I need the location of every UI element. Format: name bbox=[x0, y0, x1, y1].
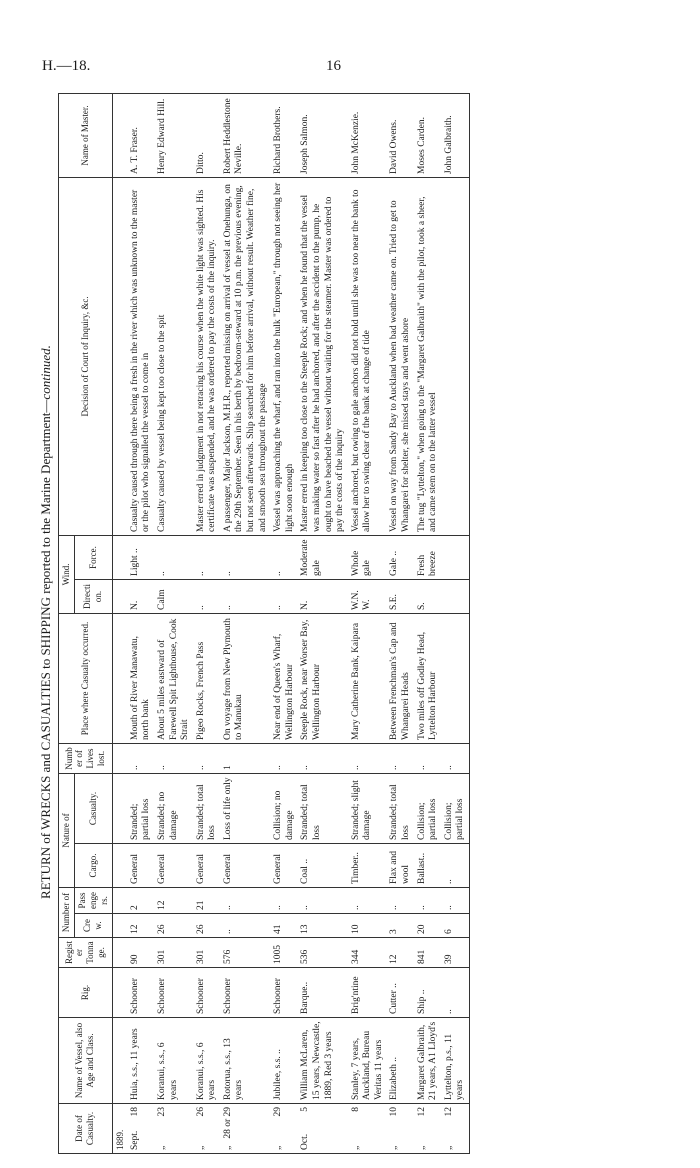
cell-place: Two miles off Godley Head, Lyttelton Harbour bbox=[415, 613, 442, 743]
table-row bbox=[298, 93, 348, 1153]
cell-direction: S. bbox=[415, 579, 442, 613]
spacer-cell bbox=[112, 613, 127, 743]
cell-casualty: Stranded; total loss bbox=[387, 773, 414, 843]
cell-vessel: Koranui, s.s., 6 years bbox=[194, 1018, 221, 1104]
cell-place: Steeple Rock, near Worser Bay, Wellington Harbour bbox=[298, 613, 348, 743]
cell-passengers: .. bbox=[298, 888, 348, 914]
cell-casualty: Collision; partial loss bbox=[415, 773, 442, 843]
cell-direction: .. bbox=[221, 579, 271, 613]
cell-crew: 3 bbox=[387, 914, 414, 938]
cell-force: Moderate gale bbox=[298, 535, 348, 579]
spacer-cell bbox=[112, 743, 127, 773]
cell-passengers: .. bbox=[442, 888, 470, 914]
cell-tonnage: 536 bbox=[298, 938, 348, 968]
cell-master: Richard Brothers. bbox=[271, 93, 298, 177]
cell-master: John Galbraith. bbox=[442, 93, 470, 177]
cell-decision bbox=[442, 177, 470, 535]
cell-place: Mouth of River Manawatu, north bank bbox=[128, 613, 155, 743]
cell-direction: .. bbox=[271, 579, 298, 613]
table-row bbox=[415, 93, 442, 1153]
cell-date-month: „ bbox=[416, 1145, 427, 1150]
cell-direction: N. bbox=[128, 579, 155, 613]
cell-date bbox=[349, 1104, 388, 1154]
cell-lives: .. bbox=[442, 743, 470, 773]
cell-vessel: William McLaren, 15 years, Newcastle, 1889, Red 3 years bbox=[298, 1018, 348, 1104]
header-nature-of: Nature of bbox=[59, 773, 75, 887]
cell-crew: 41 bbox=[271, 914, 298, 938]
cell-direction: N. bbox=[298, 579, 348, 613]
table-row bbox=[387, 93, 414, 1153]
cell-force: Gale .. bbox=[387, 535, 414, 579]
cell-rig: .. bbox=[442, 968, 470, 1018]
cell-casualty: Stranded; no damage bbox=[155, 773, 194, 843]
cell-lives: .. bbox=[194, 743, 221, 773]
header-master: Name of Master. bbox=[59, 93, 113, 177]
cell-force: .. bbox=[194, 535, 221, 579]
cell-date bbox=[298, 1104, 348, 1154]
page-number: 16 bbox=[326, 58, 341, 74]
cell-direction: S.E. bbox=[387, 579, 414, 613]
cell-decision: Casualty caused through there being a fresh in the river which was unknown to the master or the pilot who signalled the vessel to come in bbox=[128, 177, 155, 535]
cell-casualty: Collision; no damage bbox=[271, 773, 298, 843]
header-wind-force: Force. bbox=[74, 535, 112, 579]
cell-cargo: Flax and wool bbox=[387, 844, 414, 888]
cell-decision: Vessel was approaching the wharf, and ran into the hulk "European," through not seeing her light soon enough bbox=[271, 177, 298, 535]
cell-decision: Master erred in keeping too close to the Steeple Rock; and when he found that the vessel was making water so fast after he had anchored, and after the accident to the pump, he ought to have beached the vessel without waiting for the steamer. Master was ordered to pay the costs of the inquiry bbox=[298, 177, 348, 535]
table-row bbox=[128, 93, 155, 1153]
cell-vessel: Stanley, 7 years, Auckland, Bureau Veritas 11 years bbox=[349, 1018, 388, 1104]
cell-date-month: „ bbox=[389, 1145, 400, 1150]
cell-date-month: „ bbox=[157, 1145, 167, 1150]
cell-date-month: „ bbox=[350, 1145, 361, 1150]
cell-tonnage: 301 bbox=[194, 938, 221, 968]
spacer-cell bbox=[112, 888, 127, 914]
cell-date bbox=[387, 1104, 414, 1154]
spacer-cell bbox=[112, 93, 127, 177]
cell-rig: Cutter .. bbox=[387, 968, 414, 1018]
cell-cargo: Ballast.. bbox=[415, 844, 442, 888]
cell-date bbox=[221, 1104, 271, 1154]
cell-decision: Vessel anchored, but owing to gale anchors did not hold until she was too near the bank to allow her to swing clear of the bank at change of tide bbox=[349, 177, 388, 535]
cell-lives: .. bbox=[298, 743, 348, 773]
cell-decision: A passenger, Major Jackson, M.H.R., reported missing on arrival of vessel at Onehunga, on the 29th September. Seen in his berth by bedroom-steward at 10 p.m. the previous evening, but not seen afterwards. Ship searched for him before arrival, without result. Weather fine, and smooth sea throughout the passage bbox=[221, 177, 271, 535]
cell-passengers: 21 bbox=[194, 888, 221, 914]
cell-cargo: General bbox=[128, 844, 155, 888]
rotated-content bbox=[24, 88, 684, 1156]
cell-master: Ditto. bbox=[194, 93, 221, 177]
spacer-cell bbox=[112, 177, 127, 535]
spacer-cell bbox=[112, 535, 127, 579]
cell-direction: W.N.W. bbox=[349, 579, 388, 613]
header-rig: Rig. bbox=[59, 968, 113, 1018]
header-vessel: Name of Vessel, also Age and Class. bbox=[59, 1018, 113, 1104]
cell-crew: 10 bbox=[349, 914, 388, 938]
cell-passengers: .. bbox=[349, 888, 388, 914]
cell-rig: Barque.. bbox=[298, 968, 348, 1018]
table-row bbox=[155, 93, 194, 1153]
cell-rig: Schooner bbox=[155, 968, 194, 1018]
cell-lives: .. bbox=[271, 743, 298, 773]
cell-passengers: .. bbox=[387, 888, 414, 914]
cell-crew: 26 bbox=[155, 914, 194, 938]
cell-tonnage: 841 bbox=[415, 938, 442, 968]
cell-date-day: 18 bbox=[129, 1107, 140, 1117]
cell-passengers: 12 bbox=[155, 888, 194, 914]
cell-master: A. T. Fraser. bbox=[128, 93, 155, 177]
cell-direction bbox=[442, 579, 470, 613]
cell-master: Joseph Salmon. bbox=[298, 93, 348, 177]
cell-force: .. bbox=[221, 535, 271, 579]
rotated-return-table-region bbox=[24, 88, 684, 1156]
cell-cargo: General bbox=[155, 844, 194, 888]
cell-date-day: 12 bbox=[443, 1107, 454, 1117]
header-wind: Wind. bbox=[59, 535, 75, 613]
cell-cargo: Coal .. bbox=[298, 844, 348, 888]
table-title-continued: continued. bbox=[38, 345, 53, 400]
cell-rig: Schooner bbox=[194, 968, 221, 1018]
cell-direction: .. bbox=[194, 579, 221, 613]
cell-master: Henry Edward Hill. bbox=[155, 93, 194, 177]
spacer-cell bbox=[112, 844, 127, 888]
cell-crew: 13 bbox=[298, 914, 348, 938]
cell-date-day: 5 bbox=[300, 1107, 311, 1112]
spacer-cell bbox=[112, 773, 127, 843]
cell-master: Moses Carden. bbox=[415, 93, 442, 177]
cell-date-month: „ bbox=[443, 1145, 454, 1150]
cell-place: On voyage from New Plymouth to Manukau bbox=[221, 613, 271, 743]
cell-place: Near end of Queen's Wharf, Wellington Harbour bbox=[271, 613, 298, 743]
spacer-cell bbox=[112, 1018, 127, 1104]
header-date: Date of Casualty. bbox=[59, 1104, 113, 1154]
cell-date-day: 23 bbox=[157, 1107, 167, 1117]
cell-lives: .. bbox=[128, 743, 155, 773]
cell-lives: 1 bbox=[221, 743, 271, 773]
cell-lives: .. bbox=[415, 743, 442, 773]
cell-decision: The tug "Lyttelton," when going to the "Margaret Galbraith" with the pilot, took a sheer, and came stem on to the latter vessel bbox=[415, 177, 442, 535]
cell-crew: 20 bbox=[415, 914, 442, 938]
cell-rig: Schooner bbox=[128, 968, 155, 1018]
spacer-cell bbox=[112, 938, 127, 968]
cell-decision: Master erred in judgment in not retracing his course when the white light was sighted. His certificate was suspended, and he was ordered to pay the costs of the inquiry. bbox=[194, 177, 221, 535]
cell-decision: Vessel on way from Sandy Bay to Auckland when bad weather came on. Tried to get to Whangarei for shelter, she missed stays and went ashore bbox=[387, 177, 414, 535]
page-reference: H.—18. bbox=[42, 58, 91, 74]
cell-crew: 12 bbox=[128, 914, 155, 938]
wrecks-casualties-table bbox=[58, 93, 470, 1154]
cell-cargo: General bbox=[221, 844, 271, 888]
cell-crew: 26 bbox=[194, 914, 221, 938]
cell-tonnage: 39 bbox=[442, 938, 470, 968]
cell-date bbox=[271, 1104, 298, 1154]
cell-date-month: „ bbox=[195, 1145, 206, 1150]
cell-force bbox=[442, 535, 470, 579]
cell-rig: Brig'ntine bbox=[349, 968, 388, 1018]
table-title bbox=[38, 88, 54, 1156]
cell-place: Between Frenchman's Cap and Whangarei Heads bbox=[387, 613, 414, 743]
cell-vessel: Margaret Galbraith, 21 years, A1 Lloyd's bbox=[415, 1018, 442, 1104]
cell-rig: Schooner bbox=[271, 968, 298, 1018]
cell-date-day: 8 bbox=[350, 1107, 361, 1112]
cell-date bbox=[155, 1104, 194, 1154]
cell-tonnage: 301 bbox=[155, 938, 194, 968]
cell-tonnage: 90 bbox=[128, 938, 155, 968]
header-wind-direction: Direction. bbox=[74, 579, 112, 613]
cell-rig: Schooner bbox=[221, 968, 271, 1018]
cell-date bbox=[128, 1104, 155, 1154]
cell-casualty: Collision; partial loss bbox=[442, 773, 470, 843]
cell-date bbox=[194, 1104, 221, 1154]
cell-decision: Casualty caused by vessel being kept too close to the spit bbox=[155, 177, 194, 535]
spacer-cell bbox=[112, 579, 127, 613]
cell-passengers: 2 bbox=[128, 888, 155, 914]
cell-master: Robert Heddlestone Neville. bbox=[221, 93, 271, 177]
cell-vessel: Jubilee, s.s. .. bbox=[271, 1018, 298, 1104]
cell-passengers: .. bbox=[271, 888, 298, 914]
cell-rig: Ship .. bbox=[415, 968, 442, 1018]
cell-date bbox=[415, 1104, 442, 1154]
table-row bbox=[442, 93, 470, 1153]
header-crew: Crew. bbox=[74, 914, 112, 938]
cell-place: Mary Catherine Bank, Kaipara bbox=[349, 613, 388, 743]
cell-date-day: 10 bbox=[389, 1107, 400, 1117]
year-cell: 1889. bbox=[112, 1104, 127, 1154]
header-tonnage: Register Tonnage. bbox=[59, 938, 113, 968]
cell-vessel: Elizabeth .. bbox=[387, 1018, 414, 1104]
cell-tonnage: 576 bbox=[221, 938, 271, 968]
cell-casualty: Stranded; partial loss bbox=[128, 773, 155, 843]
cell-tonnage: 1005 bbox=[271, 938, 298, 968]
cell-casualty: Stranded; slight damage bbox=[349, 773, 388, 843]
cell-casualty: Stranded; total loss bbox=[194, 773, 221, 843]
cell-lives: .. bbox=[387, 743, 414, 773]
cell-master: David Owens. bbox=[387, 93, 414, 177]
cell-passengers: .. bbox=[415, 888, 442, 914]
cell-lives: .. bbox=[349, 743, 388, 773]
cell-place: About 5 miles eastward of Farewell Spit Lighthouse, Cook Strait bbox=[155, 613, 194, 743]
cell-date-month: „ bbox=[222, 1145, 233, 1150]
cell-force: Fresh breeze bbox=[415, 535, 442, 579]
cell-vessel: Lyttelton, p.s., 11 years bbox=[442, 1018, 470, 1104]
header-cargo: Cargo. bbox=[74, 844, 112, 888]
cell-cargo: General bbox=[194, 844, 221, 888]
spacer-cell bbox=[112, 968, 127, 1018]
spacer-cell bbox=[112, 914, 127, 938]
table-body bbox=[112, 93, 469, 1153]
cell-cargo: .. bbox=[442, 844, 470, 888]
cell-vessel: Huia, s.s., 11 years bbox=[128, 1018, 155, 1104]
cell-date-month: „ bbox=[273, 1145, 284, 1150]
cell-force: .. bbox=[155, 535, 194, 579]
cell-date-month: Oct. bbox=[300, 1133, 311, 1150]
header-number-of: Number of bbox=[59, 888, 75, 938]
cell-crew: 6 bbox=[442, 914, 470, 938]
header-place: Place where Casualty occurred. bbox=[59, 613, 113, 743]
header-lives-lost: Number of Lives lost. bbox=[59, 743, 113, 773]
cell-date-day: 29 bbox=[273, 1107, 284, 1117]
cell-cargo: General bbox=[271, 844, 298, 888]
cell-date-day: 12 bbox=[416, 1107, 427, 1117]
cell-cargo: Timber.. bbox=[349, 844, 388, 888]
table-title-main: RETURN of WRECKS and CASUALTIES to SHIPPING reported to the Marine Department— bbox=[38, 399, 53, 899]
cell-vessel: Rotorua, s.s., 13 years bbox=[221, 1018, 271, 1104]
cell-direction: Calm bbox=[155, 579, 194, 613]
cell-date-day: 28 or 29 bbox=[222, 1107, 233, 1139]
cell-crew: .. bbox=[221, 914, 271, 938]
table-row bbox=[194, 93, 221, 1153]
cell-vessel: Koranui, s.s., 6 years bbox=[155, 1018, 194, 1104]
cell-passengers: .. bbox=[221, 888, 271, 914]
cell-place: Pigeo Rocks, French Pass bbox=[194, 613, 221, 743]
cell-master: John McKenzie. bbox=[349, 93, 388, 177]
cell-force: Light .. bbox=[128, 535, 155, 579]
cell-date-day: 26 bbox=[195, 1107, 206, 1117]
header-casualty: Casualty. bbox=[74, 773, 112, 843]
cell-force: Whole gale bbox=[349, 535, 388, 579]
cell-casualty: Stranded; total loss bbox=[298, 773, 348, 843]
cell-place bbox=[442, 613, 470, 743]
cell-tonnage: 344 bbox=[349, 938, 388, 968]
table-row bbox=[221, 93, 271, 1153]
cell-force: .. bbox=[271, 535, 298, 579]
cell-lives: .. bbox=[155, 743, 194, 773]
cell-date bbox=[442, 1104, 470, 1154]
table-row bbox=[271, 93, 298, 1153]
header-passengers: Passengers. bbox=[74, 888, 112, 914]
cell-casualty: Loss of life only bbox=[221, 773, 271, 843]
header-decision: Decision of Court of Inquiry, &c. bbox=[59, 177, 113, 535]
table-row bbox=[349, 93, 388, 1153]
cell-tonnage: 12 bbox=[387, 938, 414, 968]
cell-date-month: Sept. bbox=[129, 1130, 140, 1150]
